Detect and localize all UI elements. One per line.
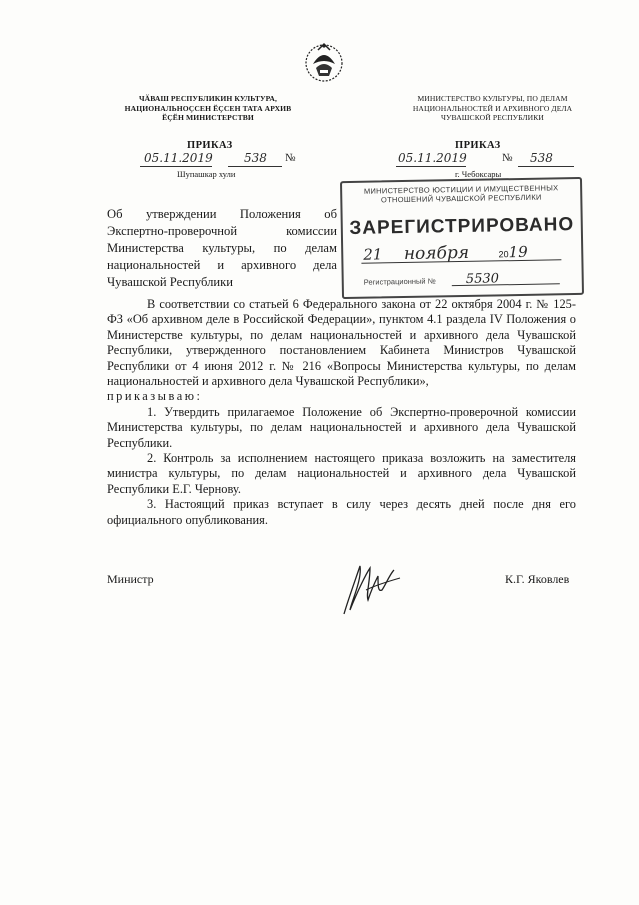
stamp-reg-label: Регистрационный № [363, 276, 436, 287]
right-no-sign: № [502, 152, 513, 164]
document-body [107, 297, 576, 528]
stamp-org: МИНИСТЕРСТВО ЮСТИЦИИ И ИМУЩЕСТВЕННЫХ ОТНОШЕНИЙ ЧУВАШСКОЙ РЕСПУБЛИКИ [363, 183, 559, 205]
stamp-year-prefix: 20 [498, 249, 509, 260]
left-order-date: 05.11.2019 [144, 151, 213, 165]
registration-stamp [340, 177, 584, 299]
right-org-header: МИНИСТЕРСТВО КУЛЬТУРЫ, ПО ДЕЛАМ НАЦИОНАЛЬНОСТЕЙ И АРХИВНОГО ДЕЛА ЧУВАШСКОЙ РЕСПУБЛИКИ [412, 94, 573, 122]
left-number-underline [228, 166, 282, 167]
stamp-month: ноября [403, 242, 470, 265]
right-order-date: 05.11.2019 [398, 151, 467, 165]
item-1: 1. Утвердить прилагаемое Положение об Экспертно-проверочной комиссии Министерства культуры, по делам национальностей и архивного дела Чувашской Республики. [107, 404, 576, 450]
right-city: г. Чебоксары [455, 169, 502, 179]
item-3: 3. Настоящий приказ вступает в силу через десять дней после дня его официального опубликования. [107, 497, 576, 527]
left-city: Шупашкар хули [177, 169, 236, 179]
right-date-underline [396, 166, 466, 167]
coat-of-arms-emblem [301, 38, 347, 84]
stamp-reg-line [364, 271, 499, 288]
right-order-number: 538 [530, 151, 553, 165]
handwritten-signature [338, 560, 404, 618]
stamp-reg-number: 5530 [465, 271, 500, 287]
signatory-name: К.Г. Яковлев [505, 572, 570, 586]
preamble-paragraph: В соответствии со статьей 6 Федерального закона от 22 октября 2004 г. № 125-ФЗ «Об архивном деле в Российской Федерации», пунктом 4.1 раздела IV Положения о Министерстве культуры, по делам национальностей и архивного дела Чувашской Республики, утвержденного постановлением Кабинета Министров Чувашской Республики от 4 июня 2012 г. № 216 «Вопросы Министерства культуры, по делам национальностей и архивного дела Чувашской Республики», [107, 297, 576, 389]
left-date-underline [140, 166, 212, 167]
right-number-underline [518, 166, 574, 167]
stamp-year-suffix: 19 [508, 242, 528, 262]
item-2: 2. Контроль за исполнением настоящего приказа возложить на заместителя министра культуры, по делам национальностей и архивного дела Чувашской Республики Е.Г. Чернову. [107, 451, 576, 496]
stamp-status: ЗАРЕГИСТРИРОВАНО [349, 214, 575, 239]
left-order-number: 538 [244, 151, 267, 165]
right-order-word: ПРИКАЗ [455, 140, 501, 151]
document-title: Об утверждении Положения об Экспертно-проверочной комиссии Министерства культуры, по делам национальностей и архивного дела Чувашской Республики [107, 207, 337, 289]
left-org-header: ЧӐВАШ РЕСПУБЛИКИН КУЛЬТУРА, НАЦИОНАЛЬНОҪСЕН ӖҪСЕН ТАТА АРХИВ ӖҪӖН МИНИСТЕРСТВИ [124, 94, 292, 122]
order-word: приказываю: [107, 389, 203, 404]
left-order-word: ПРИКАЗ [187, 140, 233, 151]
signatory-position: Министр [107, 572, 154, 586]
left-no-sign: № [285, 152, 296, 164]
stamp-day: 21 [363, 245, 383, 264]
